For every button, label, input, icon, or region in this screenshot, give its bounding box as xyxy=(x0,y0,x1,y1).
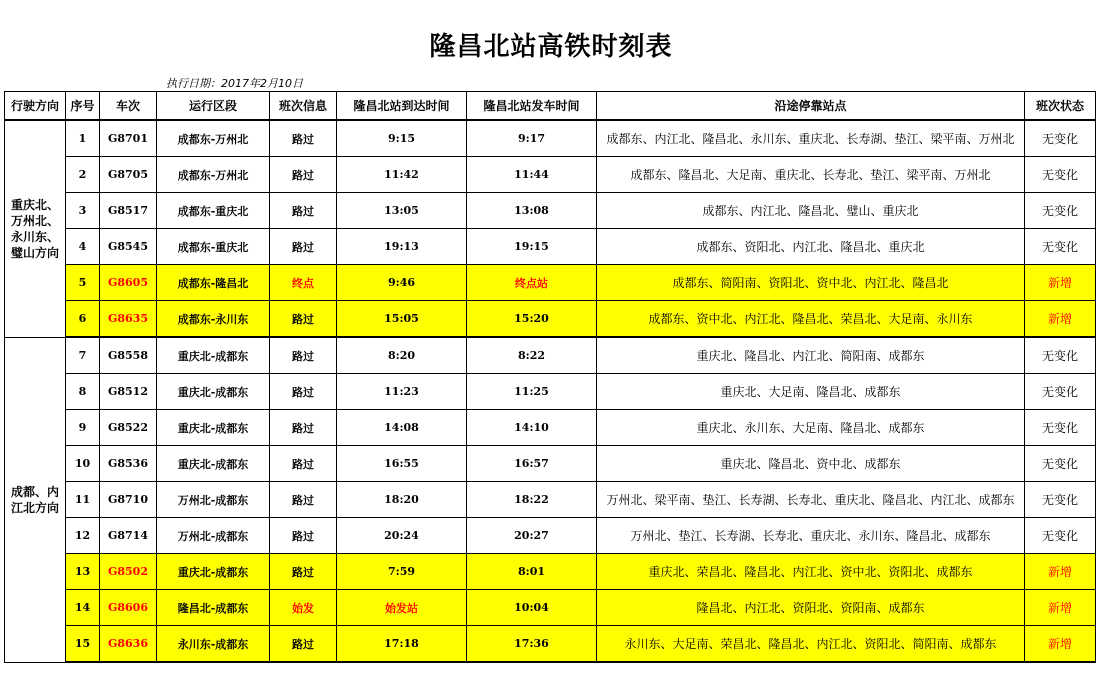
section-cell: 成都东-万州北 xyxy=(157,157,270,193)
arrive-cell: 9:46 xyxy=(337,265,467,301)
train-cell: G8635 xyxy=(100,301,157,338)
depart-cell: 8:01 xyxy=(467,554,597,590)
section-cell: 成都东-永川东 xyxy=(157,301,270,338)
arrive-cell: 11:42 xyxy=(337,157,467,193)
status-cell: 无变化 xyxy=(1025,337,1096,374)
table-row xyxy=(5,482,1096,518)
depart-cell: 20:27 xyxy=(467,518,597,554)
stops-cell: 重庆北、隆昌北、资中北、成都东 xyxy=(597,446,1025,482)
stops-cell: 重庆北、永川东、大足南、隆昌北、成都东 xyxy=(597,410,1025,446)
section-cell: 成都东-重庆北 xyxy=(157,193,270,229)
header-seq: 序号 xyxy=(66,92,100,121)
status-cell: 新增 xyxy=(1025,301,1096,338)
stops-cell: 重庆北、荣昌北、隆昌北、内江北、资中北、资阳北、成都东 xyxy=(597,554,1025,590)
train-cell: G8536 xyxy=(100,446,157,482)
status-cell: 新增 xyxy=(1025,554,1096,590)
seq-cell: 12 xyxy=(66,518,100,554)
arrive-cell: 20:24 xyxy=(337,518,467,554)
train-cell: G8512 xyxy=(100,374,157,410)
depart-cell: 19:15 xyxy=(467,229,597,265)
status-cell: 无变化 xyxy=(1025,120,1096,157)
stops-cell: 万州北、梁平南、垫江、长寿湖、长寿北、重庆北、隆昌北、内江北、成都东 xyxy=(597,482,1025,518)
train-cell: G8714 xyxy=(100,518,157,554)
train-cell: G8606 xyxy=(100,590,157,626)
section-cell: 重庆北-成都东 xyxy=(157,410,270,446)
section-cell: 重庆北-成都东 xyxy=(157,337,270,374)
header-row xyxy=(5,92,1096,121)
depart-cell: 15:20 xyxy=(467,301,597,338)
status-cell: 无变化 xyxy=(1025,410,1096,446)
info-cell: 路过 xyxy=(270,518,337,554)
train-cell: G8558 xyxy=(100,337,157,374)
depart-cell: 11:44 xyxy=(467,157,597,193)
info-cell: 路过 xyxy=(270,626,337,663)
seq-cell: 15 xyxy=(66,626,100,663)
seq-cell: 3 xyxy=(66,193,100,229)
arrive-cell: 16:55 xyxy=(337,446,467,482)
section-cell: 成都东-重庆北 xyxy=(157,229,270,265)
status-cell: 无变化 xyxy=(1025,193,1096,229)
arrive-cell: 17:18 xyxy=(337,626,467,663)
depart-cell: 16:57 xyxy=(467,446,597,482)
section-cell: 永川东-成都东 xyxy=(157,626,270,663)
train-cell: G8522 xyxy=(100,410,157,446)
table-row xyxy=(5,374,1096,410)
stops-cell: 成都东、简阳南、资阳北、资中北、内江北、隆昌北 xyxy=(597,265,1025,301)
header-stops: 沿途停靠站点 xyxy=(597,92,1025,121)
section-cell: 重庆北-成都东 xyxy=(157,374,270,410)
info-cell: 路过 xyxy=(270,193,337,229)
info-cell: 路过 xyxy=(270,337,337,374)
table-row xyxy=(5,301,1096,338)
arrive-cell: 19:13 xyxy=(337,229,467,265)
depart-cell: 14:10 xyxy=(467,410,597,446)
train-cell: G8701 xyxy=(100,120,157,157)
seq-cell: 6 xyxy=(66,301,100,338)
table-row xyxy=(5,229,1096,265)
section-cell: 重庆北-成都东 xyxy=(157,554,270,590)
status-cell: 新增 xyxy=(1025,265,1096,301)
table-row xyxy=(5,265,1096,301)
seq-cell: 10 xyxy=(66,446,100,482)
info-cell: 路过 xyxy=(270,120,337,157)
stops-cell: 万州北、垫江、长寿湖、长寿北、重庆北、永川东、隆昌北、成都东 xyxy=(597,518,1025,554)
status-cell: 无变化 xyxy=(1025,374,1096,410)
train-cell: G8517 xyxy=(100,193,157,229)
arrive-cell: 始发站 xyxy=(337,590,467,626)
status-cell: 无变化 xyxy=(1025,229,1096,265)
header-status: 班次状态 xyxy=(1025,92,1096,121)
table-row xyxy=(5,554,1096,590)
arrive-cell: 11:23 xyxy=(337,374,467,410)
arrive-cell: 18:20 xyxy=(337,482,467,518)
stops-cell: 成都东、资阳北、内江北、隆昌北、重庆北 xyxy=(597,229,1025,265)
depart-cell: 终点站 xyxy=(467,265,597,301)
section-cell: 重庆北-成都东 xyxy=(157,446,270,482)
section-cell: 成都东-万州北 xyxy=(157,120,270,157)
table-row xyxy=(5,157,1096,193)
arrive-cell: 7:59 xyxy=(337,554,467,590)
header-train: 车次 xyxy=(100,92,157,121)
train-cell: G8710 xyxy=(100,482,157,518)
arrive-cell: 13:05 xyxy=(337,193,467,229)
header-section: 运行区段 xyxy=(157,92,270,121)
direction-cell: 重庆北、万州北、永川东、璧山方向 xyxy=(5,120,66,337)
section-cell: 成都东-隆昌北 xyxy=(157,265,270,301)
status-cell: 无变化 xyxy=(1025,157,1096,193)
stops-cell: 成都东、资中北、内江北、隆昌北、荣昌北、大足南、永川东 xyxy=(597,301,1025,338)
table-row xyxy=(5,590,1096,626)
seq-cell: 9 xyxy=(66,410,100,446)
info-cell: 路过 xyxy=(270,374,337,410)
stops-cell: 永川东、大足南、荣昌北、隆昌北、内江北、资阳北、简阳南、成都东 xyxy=(597,626,1025,663)
status-cell: 无变化 xyxy=(1025,446,1096,482)
train-cell: G8636 xyxy=(100,626,157,663)
direction-cell: 成都、内江北方向 xyxy=(5,337,66,662)
info-cell: 路过 xyxy=(270,301,337,338)
stops-cell: 成都东、内江北、隆昌北、璧山、重庆北 xyxy=(597,193,1025,229)
exec-date: 执行日期：2017年2月10日 xyxy=(166,77,303,90)
section-cell: 隆昌北-成都东 xyxy=(157,590,270,626)
timetable xyxy=(4,91,1096,663)
status-cell: 新增 xyxy=(1025,626,1096,663)
status-cell: 新增 xyxy=(1025,590,1096,626)
arrive-cell: 15:05 xyxy=(337,301,467,338)
stops-cell: 重庆北、大足南、隆昌北、成都东 xyxy=(597,374,1025,410)
seq-cell: 1 xyxy=(66,120,100,157)
info-cell: 路过 xyxy=(270,157,337,193)
stops-cell: 成都东、内江北、隆昌北、永川东、重庆北、长寿湖、垫江、梁平南、万州北 xyxy=(597,120,1025,157)
info-cell: 路过 xyxy=(270,410,337,446)
seq-cell: 8 xyxy=(66,374,100,410)
depart-cell: 9:17 xyxy=(467,120,597,157)
stops-cell: 成都东、隆昌北、大足南、重庆北、长寿北、垫江、梁平南、万州北 xyxy=(597,157,1025,193)
depart-cell: 8:22 xyxy=(467,337,597,374)
status-cell: 无变化 xyxy=(1025,482,1096,518)
depart-cell: 11:25 xyxy=(467,374,597,410)
arrive-cell: 8:20 xyxy=(337,337,467,374)
seq-cell: 11 xyxy=(66,482,100,518)
table-row xyxy=(5,518,1096,554)
train-cell: G8545 xyxy=(100,229,157,265)
header-arrive: 隆昌北站到达时间 xyxy=(337,92,467,121)
page-title: 隆昌北站高铁时刻表 xyxy=(429,32,673,62)
timetable-body xyxy=(5,120,1096,662)
seq-cell: 2 xyxy=(66,157,100,193)
info-cell: 始发 xyxy=(270,590,337,626)
train-cell: G8605 xyxy=(100,265,157,301)
info-cell: 终点 xyxy=(270,265,337,301)
seq-cell: 14 xyxy=(66,590,100,626)
info-cell: 路过 xyxy=(270,554,337,590)
stops-cell: 隆昌北、内江北、资阳北、资阳南、成都东 xyxy=(597,590,1025,626)
table-row xyxy=(5,337,1096,374)
table-row xyxy=(5,626,1096,663)
header-depart: 隆昌北站发车时间 xyxy=(467,92,597,121)
train-cell: G8502 xyxy=(100,554,157,590)
status-cell: 无变化 xyxy=(1025,518,1096,554)
seq-cell: 5 xyxy=(66,265,100,301)
section-cell: 万州北-成都东 xyxy=(157,518,270,554)
depart-cell: 13:08 xyxy=(467,193,597,229)
table-row xyxy=(5,446,1096,482)
table-row xyxy=(5,120,1096,157)
info-cell: 路过 xyxy=(270,482,337,518)
train-cell: G8705 xyxy=(100,157,157,193)
depart-cell: 10:04 xyxy=(467,590,597,626)
header-direction: 行驶方向 xyxy=(5,92,66,121)
table-row xyxy=(5,193,1096,229)
seq-cell: 13 xyxy=(66,554,100,590)
section-cell: 万州北-成都东 xyxy=(157,482,270,518)
arrive-cell: 9:15 xyxy=(337,120,467,157)
info-cell: 路过 xyxy=(270,446,337,482)
seq-cell: 4 xyxy=(66,229,100,265)
header-info: 班次信息 xyxy=(270,92,337,121)
info-cell: 路过 xyxy=(270,229,337,265)
stops-cell: 重庆北、隆昌北、内江北、简阳南、成都东 xyxy=(597,337,1025,374)
depart-cell: 18:22 xyxy=(467,482,597,518)
seq-cell: 7 xyxy=(66,337,100,374)
depart-cell: 17:36 xyxy=(467,626,597,663)
arrive-cell: 14:08 xyxy=(337,410,467,446)
table-row xyxy=(5,410,1096,446)
